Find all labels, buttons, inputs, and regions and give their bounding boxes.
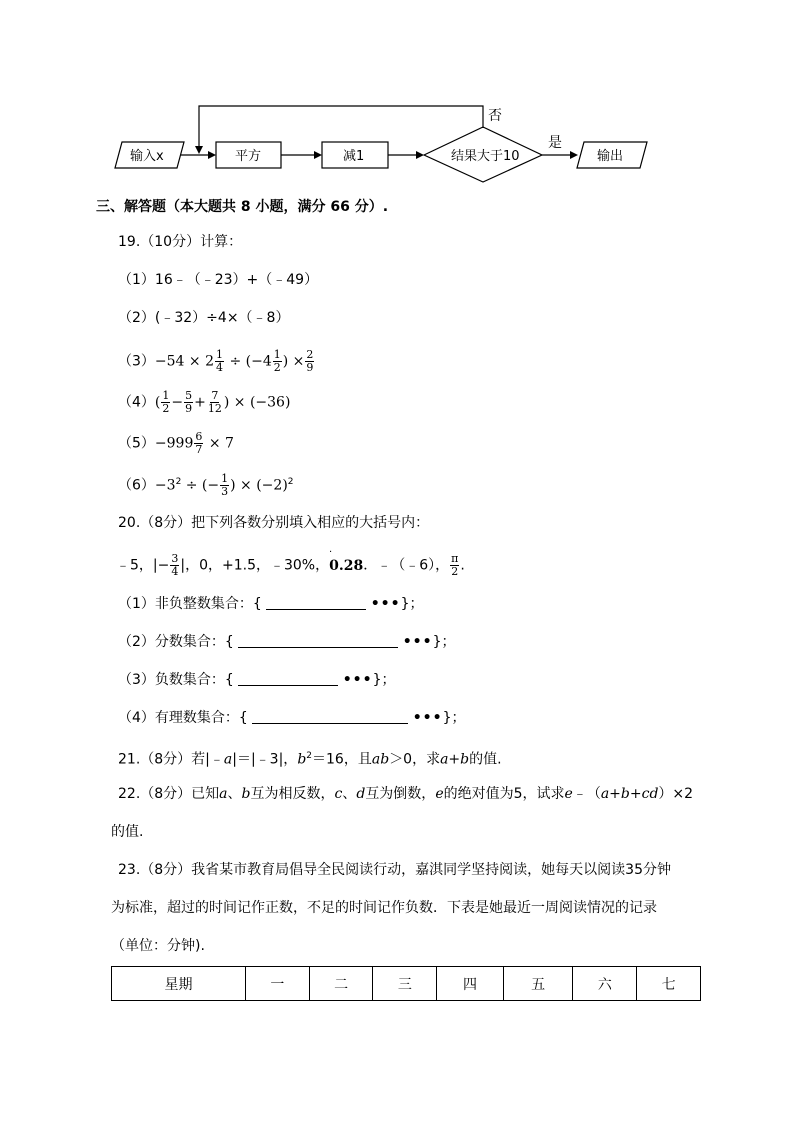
q20-set2: （2）分数集合：{ •••}； bbox=[118, 634, 456, 650]
q22-line2: 的值. bbox=[111, 824, 144, 840]
section-heading: 三、解答题（本大题共 8 小题，满分 66 分）. bbox=[96, 199, 389, 215]
minus-one-label: 减1 bbox=[343, 149, 365, 164]
q19-part2: （2）(﹣32）÷4×（﹣8） bbox=[118, 310, 290, 326]
answer-blank-4[interactable] bbox=[252, 709, 408, 724]
q19-part4: （4）( $\frac{1}{2}$ − $\frac{5}{9}$ + $\frac{7}{12}$ ) × (−36) bbox=[118, 389, 291, 415]
q19-part1: （1）16﹣（﹣23）+（﹣49） bbox=[118, 272, 319, 288]
answer-blank-3[interactable] bbox=[238, 671, 338, 686]
q23-line1: 23.（8分）我省某市教育局倡导全民阅读行动，嘉淇同学坚持阅读，她每天以阅读35分钟 bbox=[118, 862, 671, 878]
q20-header: 20.（8分）把下列各数分别填入相应的大括号内： bbox=[118, 515, 430, 531]
no-label: 否 bbox=[488, 108, 502, 124]
yes-label: 是 bbox=[548, 135, 562, 151]
table-header-cell: 六 bbox=[573, 967, 637, 1001]
q19-header: 19.（10分）计算： bbox=[118, 234, 243, 250]
q19-part3: （3）−54 × 2 $\frac{1}{4}$ ÷ (−4 $\frac{1}{2}$ ) × $\frac{2}{9}$ bbox=[118, 348, 314, 374]
arrowhead-4 bbox=[570, 151, 578, 159]
q20-numbers: ﹣5，|− $\frac{3}{4}$ |，0，+1.5，﹣30%，0.28．﹣（﹣6）， $\frac{\pi}{2}$ . bbox=[116, 552, 465, 578]
table-header-cell: 四 bbox=[437, 967, 504, 1001]
table-header-cell: 三 bbox=[373, 967, 437, 1001]
q20-set1: （1）非负整数集合：{ •••}； bbox=[118, 596, 424, 612]
repeating-dot: · bbox=[329, 547, 333, 558]
table-header-cell: 星期 bbox=[112, 967, 246, 1001]
arrowhead-1 bbox=[208, 151, 216, 159]
q20-set4: （4）有理数集合：{ •••}； bbox=[118, 710, 466, 726]
reading-record-table bbox=[111, 966, 701, 1001]
arrowhead-2 bbox=[314, 151, 322, 159]
flowchart bbox=[0, 0, 794, 200]
q19-part6: $(6)-3^2$ ÷ (− $\frac{1}{3}$ ) × $(-2)^2$ bbox=[118, 472, 294, 499]
q23-line2: 为标准，超过的时间记作正数，不足的时间记作负数．下表是她最近一周阅读情况的记录 bbox=[111, 900, 657, 916]
table-header-cell: 二 bbox=[309, 967, 373, 1001]
q20-set3: （3）负数集合：{ •••}； bbox=[118, 672, 396, 688]
square-label: 平方 bbox=[235, 149, 262, 164]
output-label: 输出 bbox=[597, 149, 624, 164]
table-header-cell: 七 bbox=[637, 967, 701, 1001]
answer-blank-1[interactable] bbox=[266, 595, 366, 610]
q21: 21.（8分）若|﹣a|＝|﹣3|，$b^2=16$，且ab＞0，求a+b的值. bbox=[118, 751, 502, 768]
decision-label: 结果大于10 bbox=[451, 149, 520, 164]
table-header-cell: 一 bbox=[245, 967, 309, 1001]
answer-blank-2[interactable] bbox=[238, 633, 398, 648]
q19-part5: （5）−999 $\frac{6}{7}$ × 7 bbox=[118, 430, 234, 456]
table-header-cell: 五 bbox=[503, 967, 573, 1001]
feedback-arrowhead bbox=[195, 146, 203, 154]
q23-line3: （单位：分钟). bbox=[111, 938, 205, 954]
input-label: 输入x bbox=[130, 149, 164, 164]
q22-line1: 22.（8分）已知a、b互为相反数，c、d互为倒数，e的绝对值为5，试求e﹣（a+b+cd）×2 bbox=[118, 786, 694, 802]
table-row bbox=[112, 967, 701, 1001]
